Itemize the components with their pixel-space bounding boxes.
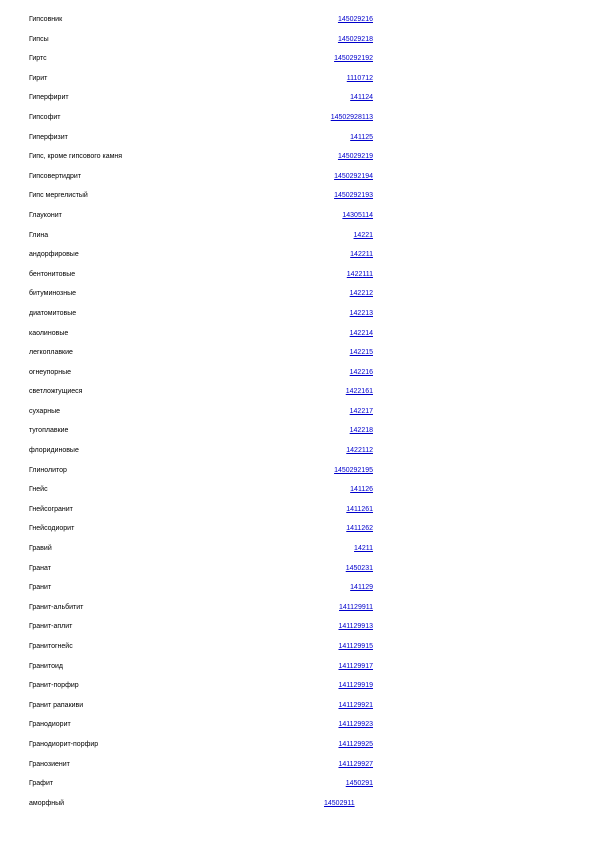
term-label: аморфный	[29, 799, 65, 807]
code-link[interactable]: 142213	[349, 309, 373, 317]
term-label: Гипсофит	[29, 113, 61, 121]
list-item	[0, 172, 595, 192]
code-link[interactable]: 145029218	[337, 35, 373, 43]
list-item	[0, 329, 595, 349]
glossary-list	[0, 15, 595, 818]
term-label: Гиртс	[29, 55, 47, 63]
list-item	[0, 446, 595, 466]
list-item	[0, 74, 595, 94]
code-link[interactable]: 142215	[349, 349, 373, 357]
list-item	[0, 93, 595, 113]
list-item	[0, 35, 595, 55]
list-item	[0, 407, 595, 427]
list-item	[0, 564, 595, 584]
list-item	[0, 133, 595, 153]
list-item	[0, 191, 595, 211]
list-item	[0, 348, 595, 368]
code-link[interactable]: 1422161	[345, 388, 373, 396]
list-item	[0, 524, 595, 544]
term-label: Глинолитор	[29, 466, 67, 474]
list-item	[0, 485, 595, 505]
term-label: огнеупорные	[29, 368, 71, 376]
term-label: Гранодиорит	[29, 721, 71, 729]
term-label: Гранозиенит	[29, 760, 70, 768]
term-label: Гиперфизит	[29, 133, 68, 141]
term-label: флоридиновые	[29, 447, 79, 455]
list-item	[0, 211, 595, 231]
list-item	[0, 642, 595, 662]
code-link[interactable]: 14221	[353, 231, 373, 239]
term-label: Гнейс	[29, 486, 48, 494]
list-item	[0, 54, 595, 74]
list-item	[0, 544, 595, 564]
code-link[interactable]: 141124	[350, 94, 373, 102]
term-label: сухарные	[29, 407, 60, 415]
code-link[interactable]: 141129923	[338, 721, 373, 729]
term-label: Гипсы	[29, 35, 49, 43]
code-link[interactable]: 1450291	[345, 780, 373, 788]
code-link[interactable]: 141129	[350, 584, 373, 592]
list-item	[0, 779, 595, 799]
list-item	[0, 368, 595, 388]
term-label: диатомитовые	[29, 309, 77, 317]
code-link[interactable]: 142218	[349, 427, 373, 435]
term-label: каолиновые	[29, 329, 69, 337]
code-link[interactable]: 14502928113	[330, 113, 373, 121]
code-link[interactable]: 1450292194	[334, 172, 373, 180]
list-item	[0, 15, 595, 35]
term-label: Глауконит	[29, 211, 62, 219]
list-item	[0, 681, 595, 701]
term-label: Гнейсогранит	[29, 505, 73, 513]
list-item	[0, 740, 595, 760]
term-label: Гиперфирит	[29, 94, 69, 102]
list-item	[0, 662, 595, 682]
list-item	[0, 583, 595, 603]
list-item	[0, 250, 595, 270]
code-link[interactable]: 14305114	[342, 211, 373, 219]
term-label: Гранит рапакиви	[29, 701, 84, 709]
code-link[interactable]: 1450231	[345, 564, 373, 572]
list-item	[0, 113, 595, 133]
term-label: Гипсовник	[29, 16, 63, 23]
code-link[interactable]: 1450292193	[334, 192, 373, 200]
code-link[interactable]: 141129921	[338, 701, 373, 709]
list-item	[0, 466, 595, 486]
term-label: Глина	[29, 231, 49, 239]
code-link[interactable]: 142217	[349, 407, 373, 415]
list-item	[0, 270, 595, 290]
term-label: тугоплавкие	[29, 427, 69, 435]
code-link[interactable]: 1411261	[346, 505, 373, 513]
term-label: Гравий	[29, 545, 52, 553]
code-link[interactable]: 1411262	[346, 525, 373, 533]
term-label: Гранитогнейс	[29, 643, 73, 650]
term-label: Гипсовертидрит	[29, 172, 82, 180]
term-label: Гранит-альбитит	[29, 603, 84, 611]
code-link[interactable]: 141126	[350, 486, 373, 494]
code-link[interactable]: 141129925	[338, 740, 373, 748]
term-label: Гранит	[29, 584, 52, 592]
term-label: светложгущиеся	[29, 388, 83, 396]
code-link[interactable]: 1422112	[346, 447, 373, 455]
list-item	[0, 309, 595, 329]
code-link[interactable]: 142216	[349, 368, 373, 376]
list-item	[0, 799, 595, 819]
list-item	[0, 720, 595, 740]
term-label: Графит	[29, 780, 54, 788]
list-item	[0, 289, 595, 309]
list-item	[0, 505, 595, 525]
term-label: Гипс, кроме гипсового камня	[29, 153, 123, 161]
term-label: Гнейсодиорит	[29, 525, 75, 533]
code-link[interactable]: 142214	[349, 329, 373, 337]
code-link[interactable]: 142212	[349, 290, 373, 298]
list-item	[0, 603, 595, 623]
list-item	[0, 231, 595, 251]
term-label: легкоплавкие	[29, 349, 73, 357]
code-link[interactable]: 1450292192	[334, 55, 373, 63]
term-label: бентонитовые	[29, 270, 76, 278]
term-label: Гипс мергелистый	[29, 192, 88, 200]
term-label: битуминозные	[29, 290, 77, 298]
code-link[interactable]: 141129919	[338, 682, 373, 690]
term-label: Гирит	[29, 74, 48, 82]
code-link[interactable]: 141129917	[338, 662, 373, 670]
list-item	[0, 426, 595, 446]
list-item	[0, 701, 595, 721]
code-link[interactable]: 1110712	[346, 74, 373, 82]
code-link[interactable]: 145029219	[337, 153, 373, 161]
code-link[interactable]: 1450292195	[334, 466, 373, 474]
code-link[interactable]: 141129913	[338, 623, 373, 631]
term-label: андорфировые	[29, 251, 79, 259]
code-link[interactable]: 14211	[354, 545, 373, 553]
list-item	[0, 622, 595, 642]
list-item	[0, 387, 595, 407]
code-link[interactable]: 141125	[350, 133, 373, 141]
code-link[interactable]: 142211	[350, 251, 373, 259]
code-link[interactable]: 141129911	[339, 603, 373, 611]
code-link[interactable]: 141129915	[338, 643, 373, 650]
term-label: Гранит-аплит	[29, 623, 73, 631]
code-link[interactable]: 14502911	[324, 799, 355, 807]
code-link[interactable]: 1422111	[346, 270, 373, 278]
term-label: Гранодиорит-порфир	[29, 740, 99, 748]
term-label: Гранат	[29, 564, 51, 572]
term-label: Гранит-порфир	[29, 682, 79, 690]
code-link[interactable]: 145029216	[337, 16, 373, 23]
code-link[interactable]: 141129927	[338, 760, 373, 768]
list-item	[0, 760, 595, 780]
list-item	[0, 152, 595, 172]
term-label: Гранитоид	[29, 662, 63, 670]
